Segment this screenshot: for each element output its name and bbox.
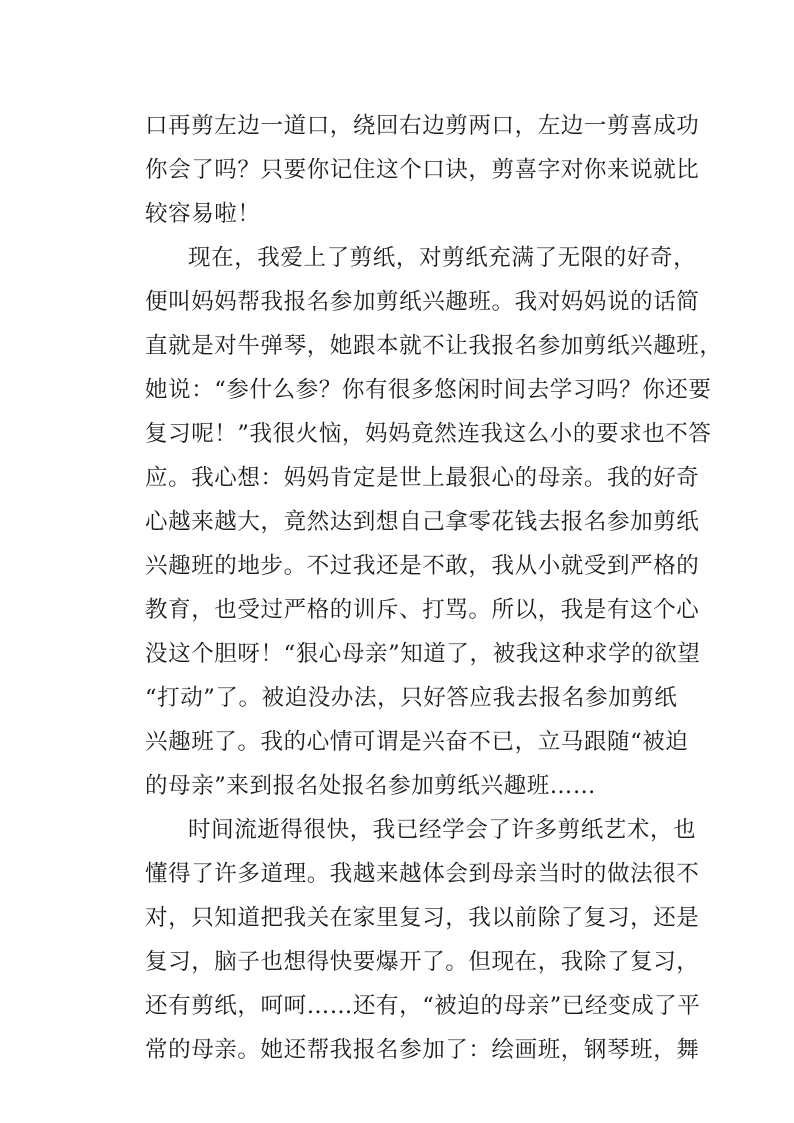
text-line: 口再剪左边一道口，绕回右边剪两口，左边一剪喜成功: [145, 113, 700, 139]
text-line: 你会了吗？只要你记住这个口诀，剪喜字对你来说就比: [145, 157, 700, 183]
text-line: 较容易啦！: [145, 201, 261, 227]
text-line: 直就是对牛弹琴，她跟本就不让我报名参加剪纸兴趣班，: [145, 333, 723, 359]
text-line: 没这个胆呀！“狠心母亲”知道了，被我这种求学的欲望: [145, 641, 701, 667]
text-line: 对，只知道把我关在家里复习，我以前除了复习，还是: [145, 905, 700, 931]
text-line: 便叫妈妈帮我报名参加剪纸兴趣班。我对妈妈说的话简: [145, 289, 700, 315]
text-line: 心越来越大，竟然达到想自己拿零花钱去报名参加剪纸: [145, 509, 700, 535]
text-line: 现在，我爱上了剪纸，对剪纸充满了无限的好奇，: [188, 245, 697, 271]
text-line: 的母亲”来到报名处报名参加剪纸兴趣班……: [145, 773, 597, 799]
text-line: 还有剪纸，呵呵……还有，“被迫的母亲”已经变成了平: [145, 993, 701, 1019]
text-line: 教育，也受过严格的训斥、打骂。所以，我是有这个心: [145, 597, 700, 623]
text-line: 兴趣班的地步。不过我还是不敢，我从小就受到严格的: [145, 553, 700, 579]
text-line: 兴趣班了。我的心情可谓是兴奋不已，立马跟随“被迫: [145, 729, 689, 755]
text-line: “打动”了。被迫没办法，只好答应我去报名参加剪纸: [145, 685, 678, 711]
text-line: 常的母亲。她还帮我报名参加了：绘画班，钢琴班，舞: [145, 1037, 700, 1063]
text-line: 她说：“参什么参？你有很多悠闲时间去学习吗？你还要: [145, 377, 712, 403]
text-line: 懂得了许多道理。我越来越体会到母亲当时的做法很不: [145, 861, 700, 887]
text-line: 时间流逝得很快，我已经学会了许多剪纸艺术，也: [188, 817, 697, 843]
text-line: 复习，脑子也想得快要爆开了。但现在，我除了复习，: [145, 949, 700, 975]
text-line: 应。我心想：妈妈肯定是世上最狠心的母亲。我的好奇: [145, 465, 700, 491]
text-line: 复习呢！”我很火恼，妈妈竟然连我这么小的要求也不答: [145, 421, 712, 447]
